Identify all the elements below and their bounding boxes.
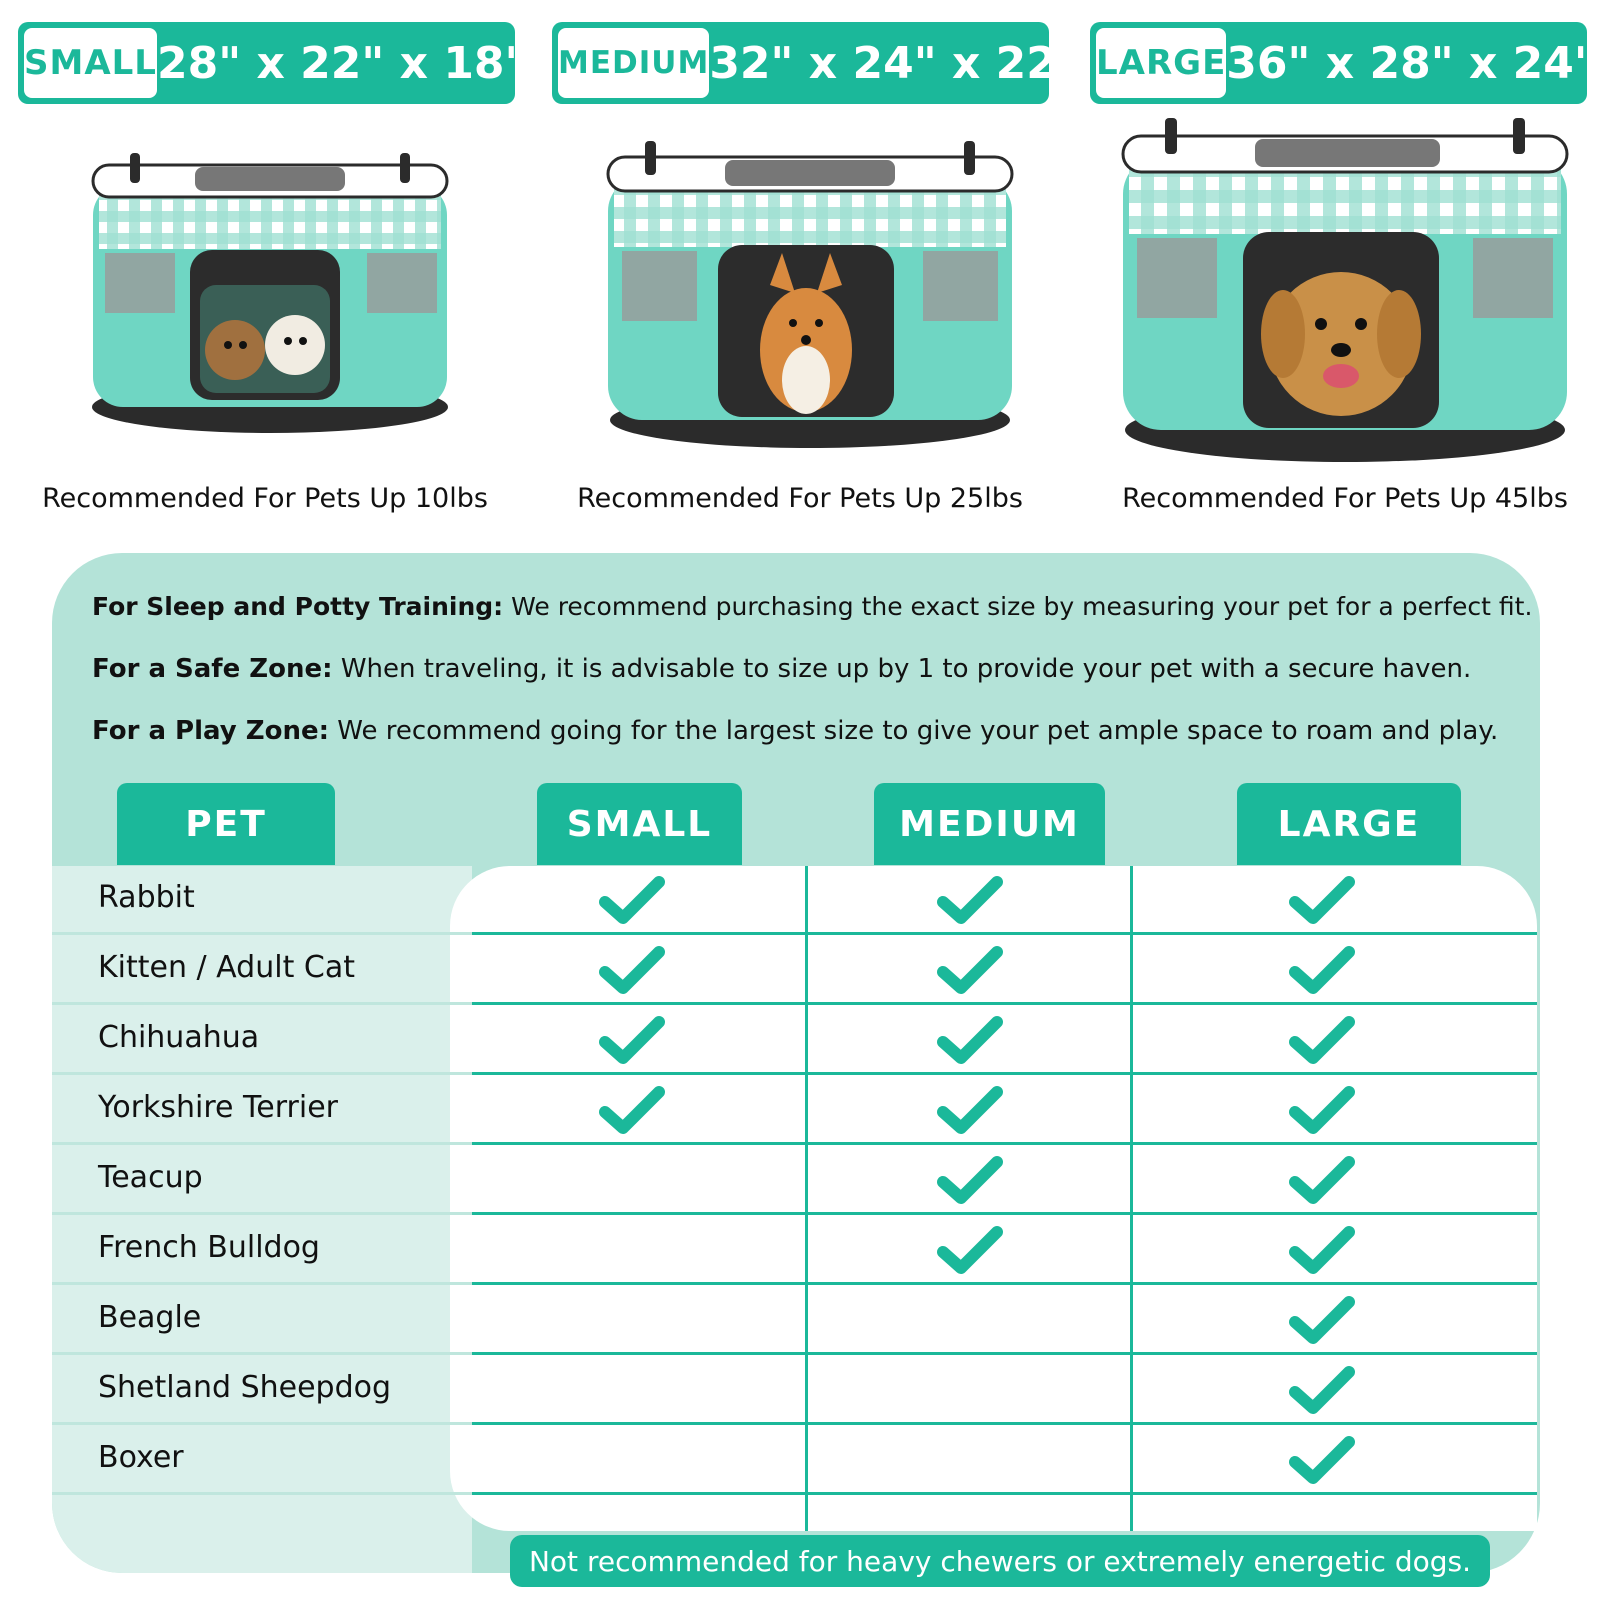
grid-column-divider xyxy=(1130,866,1133,1531)
name-row-divider xyxy=(52,1352,472,1355)
tip-text: When traveling, it is advisable to size up by 1 to provide your pet with a secure haven. xyxy=(332,654,1472,684)
tip-text: We recommend going for the largest size to give your pet ample space to roam and play. xyxy=(329,716,1499,746)
tip-safe-zone xyxy=(92,654,1471,684)
name-row-divider xyxy=(52,1212,472,1215)
grid-row-divider xyxy=(450,1212,1537,1215)
name-row-divider xyxy=(52,1002,472,1005)
check-icon xyxy=(1287,1434,1357,1488)
playpen-with-kitten-and-chihuahua-icon xyxy=(85,145,455,445)
recommendation-medium: Recommended For Pets Up 25lbs xyxy=(577,483,1023,514)
name-row-divider xyxy=(52,1492,472,1495)
pet-name: Beagle xyxy=(98,1300,202,1335)
check-icon xyxy=(597,874,667,928)
pet-name: Rabbit xyxy=(98,880,195,915)
check-icon xyxy=(935,944,1005,998)
size-label: SMALL xyxy=(24,28,157,98)
check-icon xyxy=(935,1084,1005,1138)
name-row-divider xyxy=(52,1072,472,1075)
check-icon xyxy=(1287,944,1357,998)
check-icon xyxy=(597,1014,667,1068)
check-icon xyxy=(935,1224,1005,1278)
recommendation-large: Recommended For Pets Up 45lbs xyxy=(1122,483,1568,514)
check-icon xyxy=(935,1154,1005,1208)
playpen-with-golden-retriever-icon xyxy=(1115,112,1575,472)
size-badge-medium xyxy=(552,22,1080,104)
tip-title: For a Safe Zone: xyxy=(92,654,333,684)
grid-row-divider xyxy=(450,1422,1537,1425)
column-header-small: SMALL xyxy=(537,783,742,865)
check-icon xyxy=(1287,1084,1357,1138)
name-row-divider xyxy=(52,1142,472,1145)
tip-sleep-potty xyxy=(92,592,1532,621)
recommendation-small: Recommended For Pets Up 10lbs xyxy=(42,483,488,514)
pet-name: French Bulldog xyxy=(98,1230,320,1265)
playpen-with-corgi-icon xyxy=(600,135,1020,460)
check-icon xyxy=(1287,1014,1357,1068)
grid-row-divider xyxy=(450,1492,1537,1495)
pet-name: Boxer xyxy=(98,1440,184,1475)
pet-name: Chihuahua xyxy=(98,1020,260,1055)
pet-name: Yorkshire Terrier xyxy=(98,1090,338,1125)
grid-column-divider xyxy=(805,866,808,1531)
grid-row-divider xyxy=(450,1282,1537,1285)
check-icon xyxy=(1287,1294,1357,1348)
check-icon xyxy=(935,874,1005,928)
size-label: LARGE xyxy=(1096,28,1226,98)
check-icon xyxy=(1287,1154,1357,1208)
check-icon xyxy=(1287,1364,1357,1418)
tip-title: For a Play Zone: xyxy=(92,716,330,746)
check-icon xyxy=(1287,1224,1357,1278)
size-badge-small xyxy=(18,22,528,104)
name-row-divider xyxy=(52,932,472,935)
pet-name: Kitten / Adult Cat xyxy=(98,950,355,985)
size-badge-large xyxy=(1090,22,1597,104)
check-icon xyxy=(1287,874,1357,928)
check-icon xyxy=(597,944,667,998)
grid-row-divider xyxy=(450,1072,1537,1075)
tip-play-zone xyxy=(92,716,1498,746)
pet-name: Teacup xyxy=(98,1160,203,1195)
size-dimensions: 28" x 22" x 18" xyxy=(156,37,528,89)
tip-title: For Sleep and Potty Training: xyxy=(92,592,504,621)
grid-row-divider xyxy=(450,1002,1537,1005)
column-header-medium: MEDIUM xyxy=(874,783,1105,865)
size-label: MEDIUM xyxy=(558,28,709,98)
size-dimensions: 32" x 24" x 22" xyxy=(709,37,1080,89)
column-header-large: LARGE xyxy=(1237,783,1461,865)
grid-row-divider xyxy=(450,1142,1537,1145)
grid-row-divider xyxy=(450,1352,1537,1355)
check-icon xyxy=(935,1014,1005,1068)
check-icon xyxy=(597,1084,667,1138)
pet-name: Shetland Sheepdog xyxy=(98,1370,392,1405)
name-row-divider xyxy=(52,1282,472,1285)
column-header-pet: PET xyxy=(117,783,335,865)
name-row-divider xyxy=(52,1422,472,1425)
size-dimensions: 36" x 28" x 24" xyxy=(1226,37,1597,89)
footer-warning: Not recommended for heavy chewers or extremely energetic dogs. xyxy=(510,1535,1490,1587)
grid-row-divider xyxy=(450,932,1537,935)
tip-text: We recommend purchasing the exact size by measuring your pet for a perfect fit. xyxy=(503,592,1533,621)
